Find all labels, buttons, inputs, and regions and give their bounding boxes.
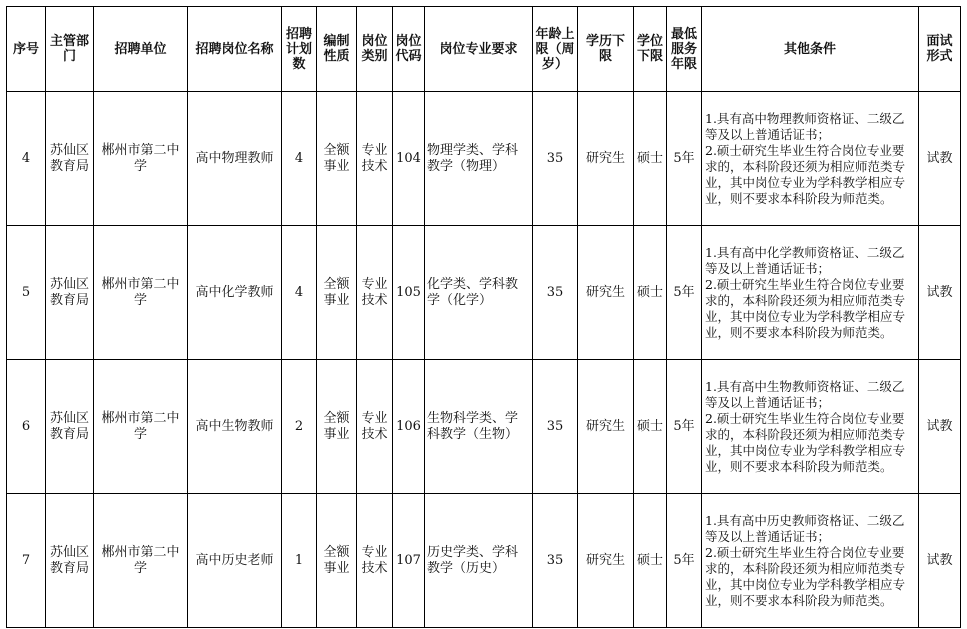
cell-dept: 苏仙区教育局 bbox=[46, 494, 94, 628]
header-category: 岗位类别 bbox=[357, 7, 393, 92]
cell-other-conditions bbox=[702, 360, 919, 494]
header-edu: 学历下限 bbox=[578, 7, 634, 92]
cell-category: 专业技术 bbox=[357, 92, 393, 226]
condition-2: 2.硕士研究生毕业生符合岗位专业要求的，本科阶段还须为相应师范类专业，其中岗位专业为学科教学相应专业，则不要求本科阶段为师范类。 bbox=[705, 142, 906, 206]
condition-1: 1.具有高中生物教师资格证、二级乙等及以上普通话证书； bbox=[705, 378, 905, 410]
cell-unit: 郴州市第二中学 bbox=[94, 360, 188, 494]
cell-age: 35 bbox=[533, 360, 578, 494]
cell-service: 5年 bbox=[667, 360, 702, 494]
cell-category: 专业技术 bbox=[357, 494, 393, 628]
cell-service: 5年 bbox=[667, 494, 702, 628]
table-row bbox=[7, 360, 961, 494]
cell-post: 高中历史老师 bbox=[188, 494, 282, 628]
header-degree: 学位下限 bbox=[634, 7, 667, 92]
cell-plan: 1 bbox=[282, 494, 317, 628]
cell-service: 5年 bbox=[667, 92, 702, 226]
cell-age: 35 bbox=[533, 92, 578, 226]
header-unit: 招聘单位 bbox=[94, 7, 188, 92]
cell-code: 104 bbox=[393, 92, 425, 226]
cell-major: 历史学类、学科教学（历史） bbox=[425, 494, 533, 628]
cell-nature: 全额事业 bbox=[317, 494, 357, 628]
cell-edu: 研究生 bbox=[578, 360, 634, 494]
condition-2: 2.硕士研究生毕业生符合岗位专业要求的，本科阶段还须为相应师范类专业，其中岗位专业为学科教学相应专业，则不要求本科阶段为师范类。 bbox=[705, 544, 906, 608]
cell-age: 35 bbox=[533, 494, 578, 628]
cell-code: 105 bbox=[393, 226, 425, 360]
table-row bbox=[7, 494, 961, 628]
cell-seq: 5 bbox=[7, 226, 46, 360]
condition-1: 1.具有高中物理教师资格证、二级乙等及以上普通话证书； bbox=[705, 110, 905, 142]
cell-post: 高中物理教师 bbox=[188, 92, 282, 226]
cell-dept: 苏仙区教育局 bbox=[46, 226, 94, 360]
condition-2: 2.硕士研究生毕业生符合岗位专业要求的，本科阶段还须为相应师范类专业，其中岗位专业为学科教学相应专业，则不要求本科阶段为师范类。 bbox=[705, 410, 906, 474]
cell-other-conditions bbox=[702, 92, 919, 226]
cell-dept: 苏仙区教育局 bbox=[46, 360, 94, 494]
cell-unit: 郴州市第二中学 bbox=[94, 494, 188, 628]
cell-other-conditions bbox=[702, 226, 919, 360]
header-nature: 编制性质 bbox=[317, 7, 357, 92]
header-major: 岗位专业要求 bbox=[425, 7, 533, 92]
cell-major: 物理学类、学科教学（物理） bbox=[425, 92, 533, 226]
cell-plan: 4 bbox=[282, 92, 317, 226]
table-row bbox=[7, 226, 961, 360]
cell-major: 化学类、学科教学（化学） bbox=[425, 226, 533, 360]
cell-degree: 硕士 bbox=[634, 226, 667, 360]
header-row bbox=[7, 7, 961, 92]
cell-degree: 硕士 bbox=[634, 360, 667, 494]
condition-1: 1.具有高中历史教师资格证、二级乙等及以上普通话证书； bbox=[705, 512, 905, 544]
header-other: 其他条件 bbox=[702, 7, 919, 92]
cell-age: 35 bbox=[533, 226, 578, 360]
header-age: 年龄上限（周岁） bbox=[533, 7, 578, 92]
cell-seq: 4 bbox=[7, 92, 46, 226]
cell-code: 107 bbox=[393, 494, 425, 628]
cell-degree: 硕士 bbox=[634, 92, 667, 226]
header-post: 招聘岗位名称 bbox=[188, 7, 282, 92]
cell-category: 专业技术 bbox=[357, 360, 393, 494]
cell-nature: 全额事业 bbox=[317, 360, 357, 494]
cell-post: 高中化学教师 bbox=[188, 226, 282, 360]
cell-service: 5年 bbox=[667, 226, 702, 360]
cell-interview: 试教 bbox=[919, 226, 961, 360]
cell-nature: 全额事业 bbox=[317, 226, 357, 360]
cell-edu: 研究生 bbox=[578, 494, 634, 628]
header-plan: 招聘计划数 bbox=[282, 7, 317, 92]
cell-unit: 郴州市第二中学 bbox=[94, 92, 188, 226]
cell-other-conditions bbox=[702, 494, 919, 628]
cell-edu: 研究生 bbox=[578, 226, 634, 360]
cell-interview: 试教 bbox=[919, 494, 961, 628]
cell-plan: 2 bbox=[282, 360, 317, 494]
cell-plan: 4 bbox=[282, 226, 317, 360]
cell-category: 专业技术 bbox=[357, 226, 393, 360]
header-code: 岗位代码 bbox=[393, 7, 425, 92]
cell-dept: 苏仙区教育局 bbox=[46, 92, 94, 226]
cell-post: 高中生物教师 bbox=[188, 360, 282, 494]
header-service: 最低服务年限 bbox=[667, 7, 702, 92]
cell-interview: 试教 bbox=[919, 92, 961, 226]
cell-major: 生物科学类、学科教学（生物） bbox=[425, 360, 533, 494]
cell-seq: 7 bbox=[7, 494, 46, 628]
recruitment-table bbox=[6, 6, 961, 628]
table-row bbox=[7, 92, 961, 226]
cell-unit: 郴州市第二中学 bbox=[94, 226, 188, 360]
cell-edu: 研究生 bbox=[578, 92, 634, 226]
cell-code: 106 bbox=[393, 360, 425, 494]
header-seq: 序号 bbox=[7, 7, 46, 92]
cell-seq: 6 bbox=[7, 360, 46, 494]
condition-1: 1.具有高中化学教师资格证、二级乙等及以上普通话证书； bbox=[705, 244, 905, 276]
header-interview: 面试形式 bbox=[919, 7, 961, 92]
condition-2: 2.硕士研究生毕业生符合岗位专业要求的，本科阶段还须为相应师范类专业，其中岗位专业为学科教学相应专业，则不要求本科阶段为师范类。 bbox=[705, 276, 906, 340]
cell-interview: 试教 bbox=[919, 360, 961, 494]
cell-degree: 硕士 bbox=[634, 494, 667, 628]
cell-nature: 全额事业 bbox=[317, 92, 357, 226]
header-dept: 主管部门 bbox=[46, 7, 94, 92]
